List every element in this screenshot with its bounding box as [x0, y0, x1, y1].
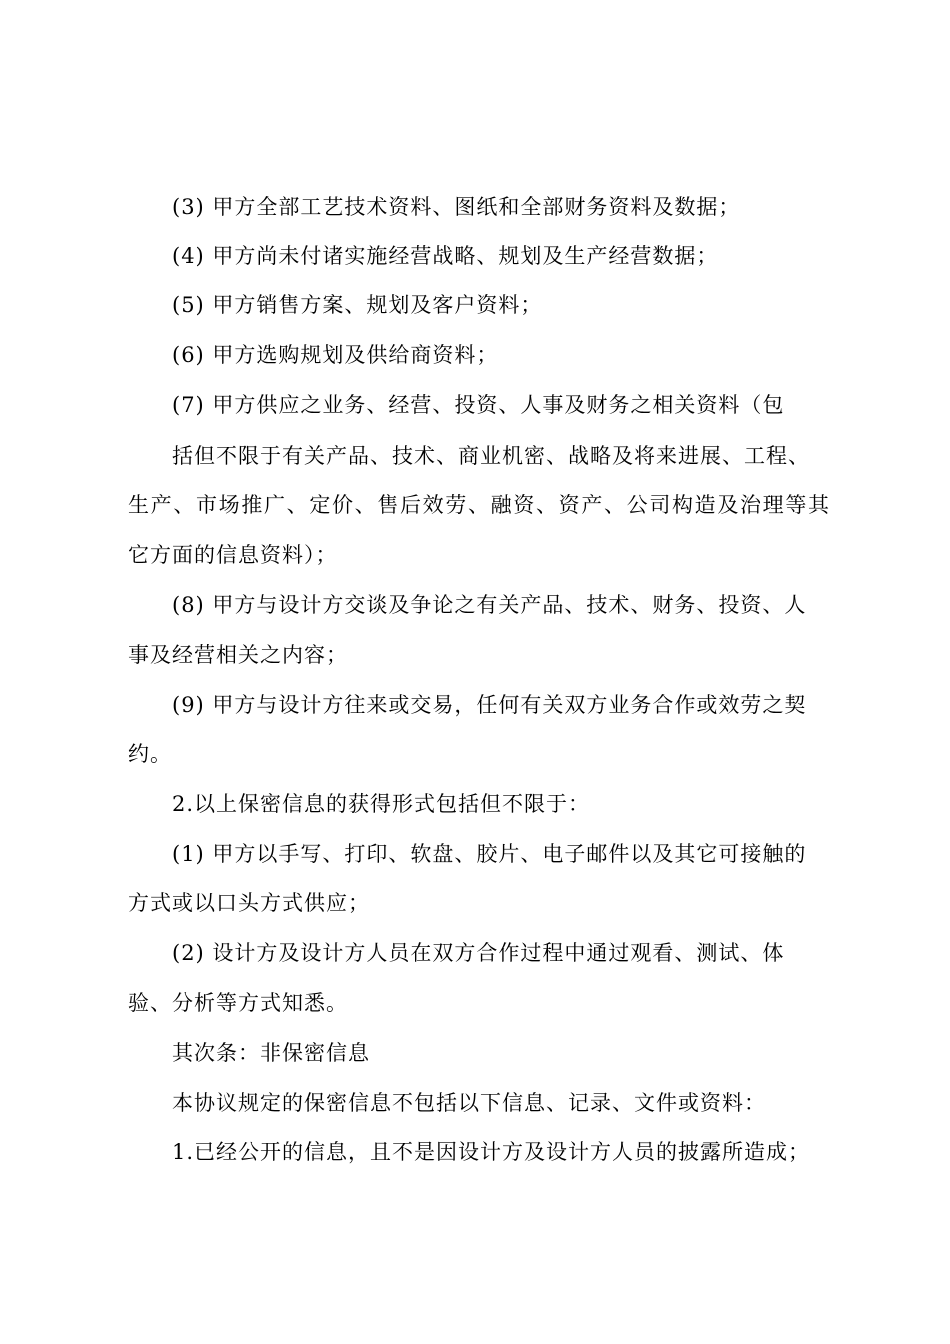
paragraph-line: 2.以上保密信息的获得形式包括但不限于： — [172, 792, 591, 816]
paragraph-line: (7) 甲方供应之业务、经营、投资、人事及财务之相关资料（包 — [172, 393, 785, 417]
paragraph-line: 生产、市场推广、定价、售后效劳、融资、资产、公司构造及治理等其 — [128, 493, 830, 517]
section-heading: 其次条：非保密信息 — [172, 1041, 370, 1065]
paragraph-line: 事及经营相关之内容； — [128, 643, 348, 667]
paragraph-line: (4) 甲方尚未付诸实施经营战略、规划及生产经营数据； — [172, 244, 719, 268]
paragraph-line: 验、分析等方式知悉。 — [128, 991, 348, 1015]
paragraph-line: 它方面的信息资料）； — [128, 543, 338, 567]
paragraph-line: (9) 甲方与设计方往来或交易，任何有关双方业务合作或效劳之契 — [172, 693, 807, 717]
paragraph-line: (3) 甲方全部工艺技术资料、图纸和全部财务资料及数据； — [172, 195, 741, 219]
paragraph-line: 方式或以口头方式供应； — [128, 891, 370, 915]
paragraph-line: (8) 甲方与设计方交谈及争论之有关产品、技术、财务、投资、人 — [172, 593, 807, 617]
paragraph-line: (5) 甲方销售方案、规划及客户资料； — [172, 293, 543, 317]
paragraph-line: (6) 甲方选购规划及供给商资料； — [172, 343, 499, 367]
paragraph-line: (2) 设计方及设计方人员在双方合作过程中通过观看、测试、体 — [172, 941, 785, 965]
paragraph-line: 括但不限于有关产品、技术、商业机密、战略及将来进展、工程、 — [172, 444, 810, 468]
paragraph-line: 本协议规定的保密信息不包括以下信息、记录、文件或资料： — [172, 1091, 766, 1115]
paragraph-line: 1.已经公开的信息，且不是因设计方及设计方人员的披露所造成； — [172, 1140, 811, 1164]
paragraph-line: 约。 — [128, 742, 172, 766]
paragraph-line: (1) 甲方以手写、打印、软盘、胶片、电子邮件以及其它可接触的 — [172, 842, 807, 866]
